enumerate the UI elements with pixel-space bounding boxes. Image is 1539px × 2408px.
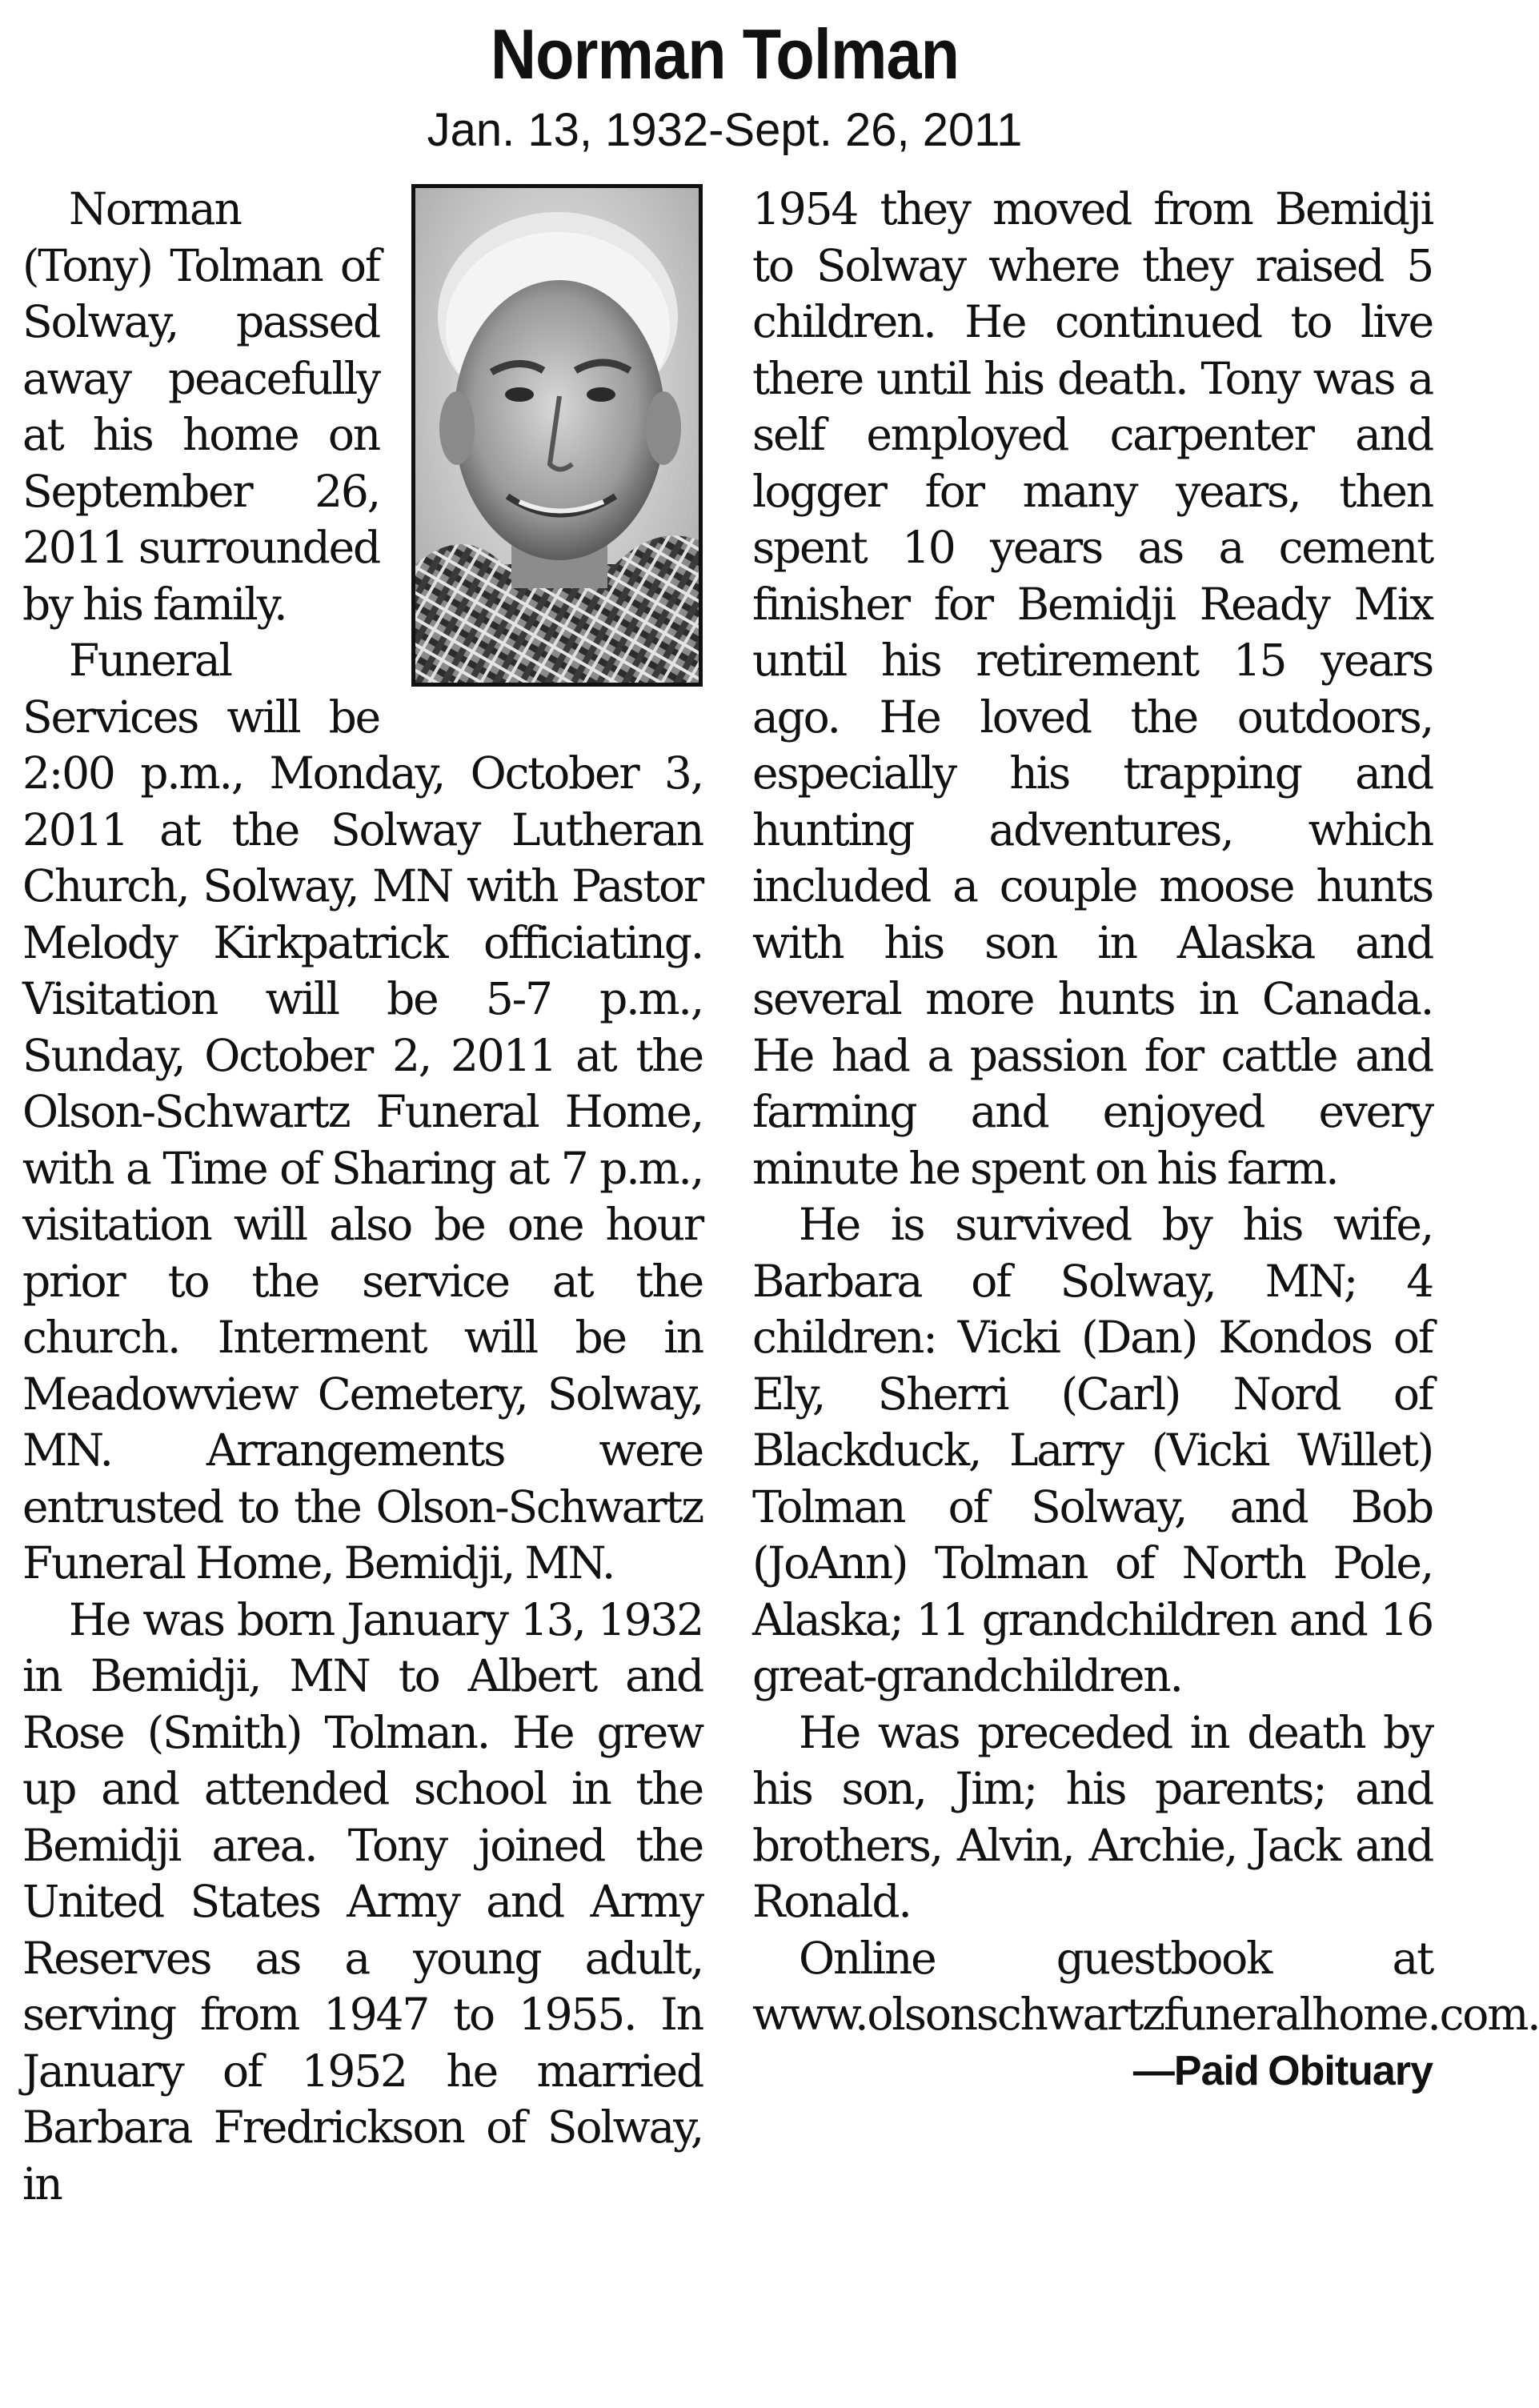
right-column <box>752 181 1539 2099</box>
paragraph-services: Funeral Services will be 2:00 p.m., Monday, October 3, 2011 at the Solway Lutheran Church, Solway, MN with Pastor Melody Kirkpatrick officiating. Visitation will be 5-7 p.m., Sunday, October 2, 2011 at the Olson-Schwartz Funeral Home, with a Time of Sharing at 7 p.m., visitation will also be one hour prior to the service at the church. Interment will be in Meadowview Cemetery, Solway, MN. Arrangements were entrusted to the Olson-Schwartz Funeral Home, Bemidji, MN. <box>22 635 703 1589</box>
paragraph-career: 1954 they moved from Bemidji to Solway where they raised 5 children. He continued to live there until his death. Tony was a self employed carpenter and logger for many years, then spent 10 years as a cement finisher for Bemidji Ready Mix until his retirement 15 years ago. He loved the outdoors, especially his trapping and hunting adventures, which included a couple moose hunts with his son in Alaska and several more hunts in Canada. He had a passion for cattle and farming and enjoyed every minute he spent on his farm. <box>752 183 1433 1194</box>
paragraph-preceded: He was preceded in death by his son, Jim; his parents; and brothers, Alvin, Archie, Jack and Ronald. <box>752 1706 1433 1927</box>
paragraph-early-life: He was born January 13, 1932 in Bemidji, MN to Albert and Rose (Smith) Tolman. He grew up and attended school in the Bemidji area. Tony joined the United States Army and Army Reserves as a young adult, serving from 1947 to 1955. In January of 1952 he married Barbara Fredrickson of Solway, in <box>22 1593 703 2210</box>
obituary-name: Norman Tolman <box>490 14 960 94</box>
paragraph-survivors: He is survived by his wife, Barbara of Solway, MN; 4 children: Vicki (Dan) Kondos of Ely, Sherri (Carl) Nord of Blackduck, Larry (Vicki Willet) Tolman of Solway, and Bob (JoAnn) Tolman of North Pole, Alaska; 11 grandchildren and 16 great-grandchildren. <box>752 1199 1433 1701</box>
left-column <box>22 181 703 2212</box>
life-dates: Jan. 13, 1932-Sept. 26, 2011 <box>427 104 1023 156</box>
portrait-photo-icon <box>411 184 703 687</box>
paragraph-intro: Norman (Tony) Tolman of Solway, passed away peacefully at his home on September 26, 2011 surrounded by his family. <box>22 183 379 630</box>
paid-obituary-label: —Paid Obituary <box>1132 2047 1433 2094</box>
paragraph-guestbook: Online guestbook at www.olsonschwartzfuneralhome.com. <box>752 1932 1539 2040</box>
